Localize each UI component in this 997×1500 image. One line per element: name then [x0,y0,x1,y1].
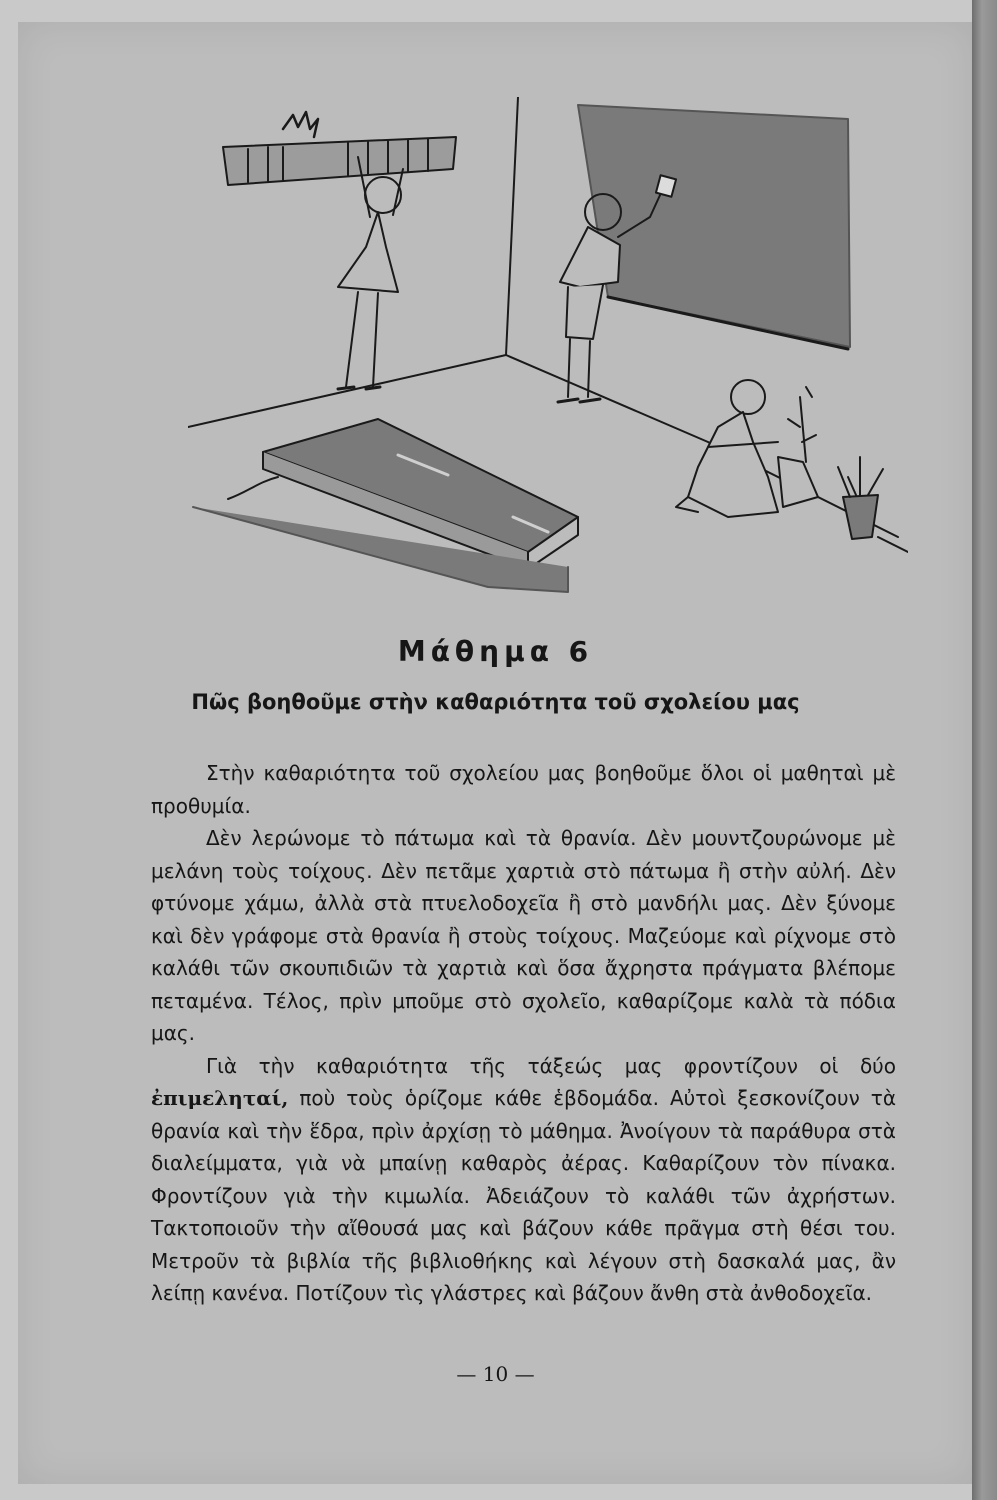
girl-watering-plants [676,380,818,517]
bold-term: ἐπιμεληταί, [151,1086,289,1110]
paragraph-text: ποὺ τοὺς ὁρίζομε κάθε ἑβδομάδα. Αὐτοὶ ξεσκονίζουν τὰ θρανία καὶ τὴν ἕδρα, πρὶν ἀρχίσῃ τὸ μάθημα. Ἀνοίγουν τὰ παράθυρα στὰ διαλείμματα, γιὰ νὰ μπαίνῃ καθαρὸς ἀέρας. Καθαρίζουν τὸν πίνακα. Φροντίζουν γιὰ τὴν κιμωλία. Ἀδειάζουν τὸ καλάθι τῶν ἀχρήστων. Τακτοποιοῦν τὴν αἴθουσά μας καὶ βάζουν κάθε πρᾶγμα στὴ θέσι του. Μετροῦν τὰ βιβλία τῆς βιβλιοθήκης καὶ λέγουν στὴ δασκαλά μας, ἂν λείπῃ κανένα. Ποτίζουν τὶς γλάστρες καὶ βάζουν ἄνθη στὰ ἀνθοδοχεῖα. [151,1086,897,1305]
bookshelf [223,112,456,185]
lesson-body [151,757,896,1310]
lesson-subtitle: Πῶς βοηθοῦμε στὴν καθαριότητα τοῦ σχολείου μας [191,690,800,714]
book-binding-edge [972,0,997,1500]
paragraph: Στὴν καθαριότητα τοῦ σχολείου μας βοηθοῦμε ὅλοι οἱ μαθηταὶ μὲ προθυμία. [151,761,896,818]
paragraph: Δὲν λερώνομε τὸ πάτωμα καὶ τὰ θρανία. Δὲν μουντζουρώνομε μὲ μελάνη τοὺς τοίχους. Δὲν πετᾶμε χαρτιὰ στὸ πάτωμα ἢ στὴν αὐλή. Δὲν φτύνομε χάμω, ἀλλὰ στὰ πτυελοδοχεῖα ἢ στὸ μανδήλι μας. Δὲν ξύνομε καὶ δὲν γράφομε στὰ θρανία ἢ στοὺς τοίχους. Μαζεύομε καὶ ρίχνομε στὸ καλάθι τῶν σκουπιδιῶν τὰ χαρτιὰ καὶ ὅσα ἄχρηστα πράγματα βλέπομε πεταμένα. Τέλος, πρὶν μποῦμε στὸ σχολεῖο, καθαρίζομε καλὰ τὰ πόδια μας. [151,826,896,1045]
girl-at-bookshelf [338,157,403,389]
lesson-title: Μάθημα 6 [397,635,594,668]
classroom-bench [193,419,578,592]
blackboard [578,105,850,347]
paragraph [151,1050,896,1310]
classroom-illustration [188,97,908,602]
paragraph-text: Γιὰ τὴν καθαριότητα τῆς τάξεώς μας φροντίζουν οἱ δύο [206,1053,896,1078]
page-number: — 10 — [456,1362,535,1386]
book-page [18,22,973,1484]
